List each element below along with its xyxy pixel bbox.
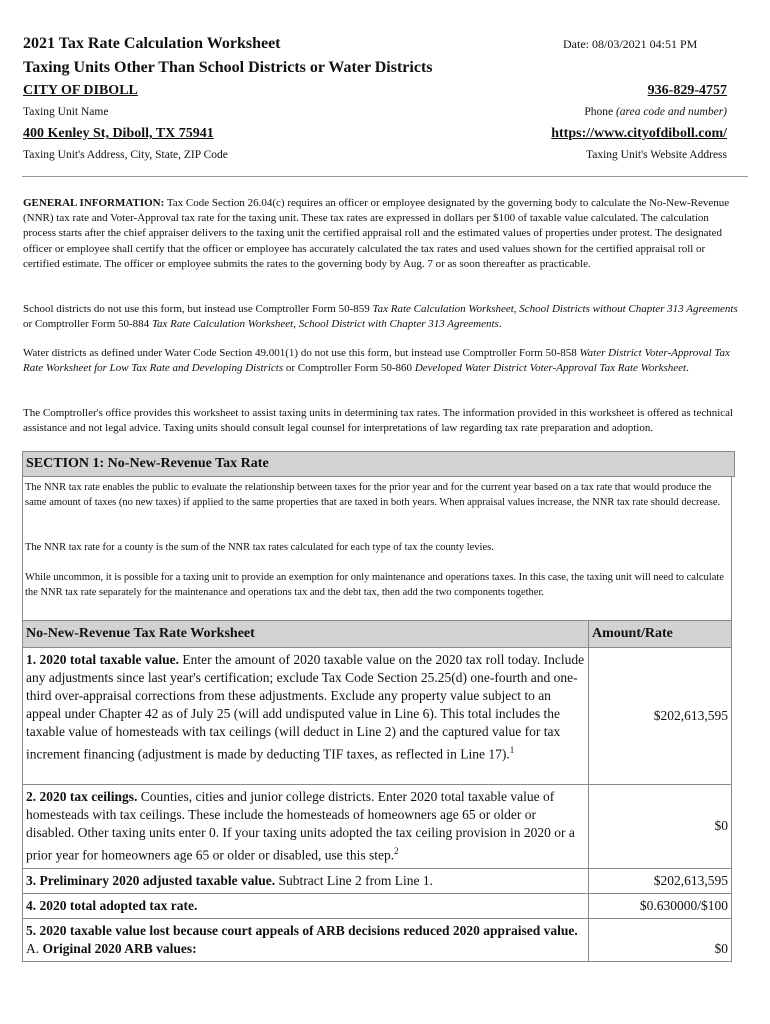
header-divider [22,176,748,177]
form-subtitle: Taxing Units Other Than School Districts or Water Districts [23,59,433,76]
form-date: Date: 08/03/2021 04:51 PM [563,37,698,51]
taxing-unit-name: CITY OF DIBOLL [23,83,138,98]
website-link[interactable]: https://www.cityofdiboll.com/ [551,126,727,141]
form-title: 2021 Tax Rate Calculation Worksheet [23,35,281,52]
general-information-paragraph: GENERAL INFORMATION: Tax Code Section 26.04(c) requires an officer or employee designated by the governing body to calculate the No-New-Revenue (NNR) tax rate and Voter-Approval tax rate for the taxing unit. These tax rates are expressed in dollars per $100 of taxable value calculated. The calculation process starts after the chief appraiser delivers to the taxing unit the certified appraisal roll and the estimated values of properties under protest. The designated officer or employee shall certify that the officer or employee has accurately calculated the tax rates and used values shown for the certified appraisal roll or certified estimate. The officer or employee submits the rates to the governing body by Aug. 7 or as soon thereafter as practicable. [23,197,730,270]
line-1-amount: $202,613,595 [589,648,732,785]
worksheet-header-row [23,621,732,648]
line-4-amount: $0.630000/$100 [589,893,732,918]
taxing-unit-address: 400 Kenley St, Diboll, TX 75941 [23,126,214,141]
water-districts-paragraph: Water districts as defined under Water Code Section 49.001(1) do not use this form, but instead use Comptroller Form 50-858 Water District Voter-Approval Tax Rate Worksheet for Low Tax Rate and Developing Districts or Comptroller Form 50-860 Developed Water District Voter-Approval Tax Rate Worksheet. [23,347,730,375]
line-1-description: 1. 2020 total taxable value. Enter the amount of 2020 taxable value on the 2020 tax roll today. Include any adjustments since last year's certification; exclude Tax Code Section 25.25(d) one-fourth and one-third over-appraisal corrections from these adjustments. Exclude any property value subject to an appeal under Chapter 42 as of July 25 (will add undisputed value in Line 6). This total includes the taxable value of homesteads with tax ceilings (will deduct in Line 2) and the captured value for tax increment financing (adjustment is made by deducting TIF taxes, as reflected in Line 17).$^1$ [23,648,589,785]
address-label: Taxing Unit's Address, City, State, ZIP Code [23,149,228,161]
worksheet-row [23,648,732,785]
section-1-intro [22,476,732,621]
taxing-unit-name-label: Taxing Unit Name [23,106,109,118]
worksheet-column-label: No-New-Revenue Tax Rate Worksheet [23,621,589,648]
worksheet-row [23,785,732,869]
comptroller-paragraph: The Comptroller's office provides this worksheet to assist taxing units in determining tax rates. The information provided in this worksheet is offered as technical assistance and not legal advice. Taxing units should consult legal counsel for interpretations of law regarding tax rate preparation and adoption. [23,407,734,435]
line-3-description: 3. Preliminary 2020 adjusted taxable value. Subtract Line 2 from Line 1. [23,868,589,893]
line-5a-amount: $0 [589,918,732,961]
line-2-description: 2. 2020 tax ceilings. Counties, cities and junior college districts. Enter 2020 total taxable value of homesteads with tax ceilings. These include the homesteads of homeowners age 65 or older or disabled. Other taxing units enter 0. If your taxing units adopted the tax ceiling provision in 2020 or a prior year for homeowners age 65 or older or disabled, use this step.$^2$ [23,785,589,869]
county-nnr-paragraph: The NNR tax rate for a county is the sum of the NNR tax rates calculated for each type of tax the county levies. [25,542,494,553]
worksheet-row [23,893,732,918]
website-label: Taxing Unit's Website Address [586,149,727,161]
line-2-amount: $0 [589,785,732,869]
line-4-description: 4. 2020 total adopted tax rate. [23,893,589,918]
line-3-amount: $202,613,595 [589,868,732,893]
phone-number: 936-829-4757 [647,83,727,98]
line-5-description: 5. 2020 taxable value lost because court appeals of ARB decisions reduced 2020 appraised value. A. Original 2020 ARB values: [23,918,589,961]
section-1-heading: SECTION 1: No-New-Revenue Tax Rate [22,451,735,477]
phone-label: Phone (area code and number) [584,106,727,118]
nnr-worksheet-table [22,620,732,962]
exemption-paragraph: While uncommon, it is possible for a taxing unit to provide an exemption for only maintenance and operations taxes. In this case, the taxing unit will need to calculate the NNR tax rate separately for the maintenance and operations tax and the debt tax, then add the two components together. [25,572,724,598]
school-districts-paragraph: School districts do not use this form, but instead use Comptroller Form 50-859 Tax Rate Calculation Worksheet, School Districts without Chapter 313 Agreements or Comptroller Form 50-884 Tax Rate Calculation Worksheet, School District with Chapter 313 Agreements. [23,303,738,331]
nnr-rate-paragraph: The NNR tax rate enables the public to evaluate the relationship between taxes for the prior year and for the current year based on a tax rate that would produce the same amount of taxes (no new taxes) if applied to the same properties that are taxed in both years. When appraisal values increase, the NNR tax rate should decrease. [25,482,721,508]
worksheet-row [23,918,732,961]
worksheet-row [23,868,732,893]
amount-column-label: Amount/Rate [589,621,732,648]
